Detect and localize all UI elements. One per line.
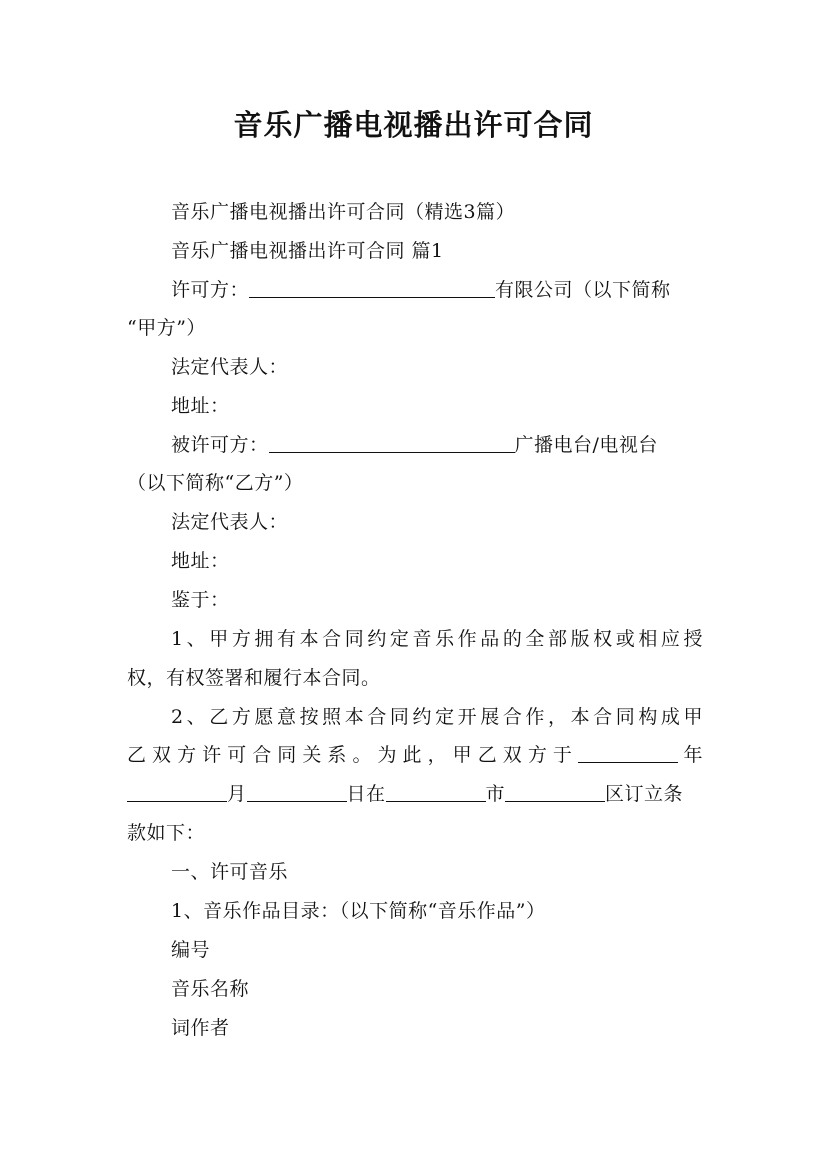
address-2: 地址：: [171, 550, 230, 572]
music-catalog-line: 1、音乐作品目录：（以下简称“音乐作品”）: [171, 900, 546, 922]
subtitle: 音乐广播电视播出许可合同（精选3篇）: [171, 201, 516, 223]
licensee-suffix: 广播电台/电视台: [514, 434, 658, 456]
city-blank: [386, 783, 486, 802]
licensee-line: [171, 433, 703, 457]
clause-2-line-1: 2、乙方愿意按照本合同约定开展合作，本合同构成甲: [171, 706, 703, 728]
clause-2-line-3: [127, 782, 703, 806]
section-1-heading: 一、许可音乐: [171, 861, 289, 883]
column-music-name: 音乐名称: [171, 978, 250, 1000]
licensor-suffix: 有限公司（以下简称: [495, 279, 671, 301]
document-title: 音乐广播电视播出许可合同: [233, 108, 594, 142]
whereas-heading: 鉴于：: [171, 589, 230, 611]
column-lyricist: 词作者: [171, 1017, 230, 1039]
blank-before-month: [127, 783, 227, 802]
clause-2-line-2: [127, 743, 703, 767]
year-label: 年: [677, 744, 703, 766]
month-label: 月: [227, 783, 247, 805]
chapter-heading: 音乐广播电视播出许可合同 篇1: [171, 240, 444, 262]
licensor-label: 许可方：: [171, 279, 250, 301]
day-label: 日在: [346, 783, 386, 805]
licensor-alias: “甲方”）: [127, 317, 206, 339]
clause-1-line-1: 1、甲方拥有本合同约定音乐作品的全部版权或相应授: [171, 628, 703, 650]
address-1: 地址：: [171, 395, 230, 417]
district-blank: [505, 783, 605, 802]
legal-rep-2: 法定代表人：: [171, 511, 289, 533]
district-label: 区订立条: [605, 783, 684, 805]
licensee-name-blank: [269, 434, 515, 453]
licensee-label: 被许可方：: [171, 434, 269, 456]
clause-2-line-4: 款如下：: [127, 822, 206, 844]
city-label: 市: [485, 783, 506, 805]
clause-2-text: 乙双方许可合同关系。为此，甲乙双方于: [127, 744, 578, 766]
licensor-line: [171, 278, 703, 302]
legal-rep-1: 法定代表人：: [171, 356, 289, 378]
year-blank: [578, 744, 678, 763]
clause-1-line-2: 权，有权签署和履行本合同。: [127, 667, 381, 689]
column-number: 编号: [171, 939, 211, 961]
licensee-alias: （以下简称“乙方”）: [127, 472, 304, 494]
licensor-name-blank: [249, 279, 495, 298]
day-blank: [247, 783, 347, 802]
